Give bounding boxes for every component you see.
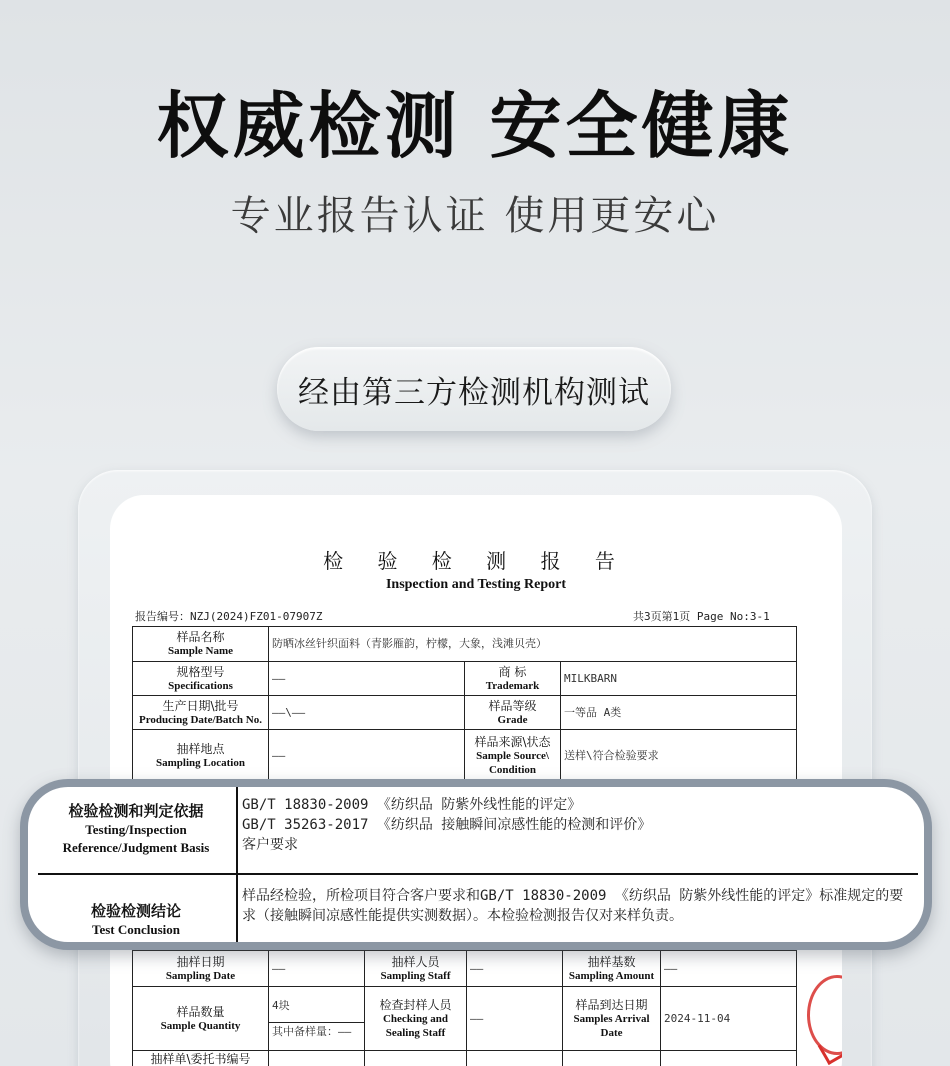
standard-line: GB/T 35263-2017 《纺织品 接触瞬间凉感性能的检测和评价》 <box>242 817 652 833</box>
label-cell: 抽样基数 Sampling Amount <box>563 951 661 987</box>
value-cell: 送样\符合检验要求 <box>561 730 797 782</box>
label-cell: 抽样人员 Sampling Staff <box>365 951 467 987</box>
table-row <box>133 627 797 662</box>
table-row <box>133 1051 797 1066</box>
label-cell: 抽样地点 Sampling Location <box>133 730 269 782</box>
third-party-badge <box>277 347 671 431</box>
badge-label: 经由第三方检测机构测试 <box>298 374 650 411</box>
value-cell <box>365 1051 467 1066</box>
value-cell: —— <box>467 987 563 1051</box>
page-number: 共3页第1页 Page No:3-1 <box>633 610 770 623</box>
label-cell: 抽样日期 Sampling Date <box>133 951 269 987</box>
value-cell: 防晒冰丝针织面料（青影雁韵，柠檬，大象，浅滩贝壳） <box>269 627 797 662</box>
label-cell: 样品到达日期 Samples Arrival Date <box>563 987 661 1051</box>
label-cell: 样品等级 Grade <box>465 696 561 730</box>
divider <box>38 873 918 875</box>
value-cell <box>269 987 365 1051</box>
subheadline: 专业报告认证 使用更安心 <box>230 193 720 239</box>
basis-standards <box>242 795 651 855</box>
value-cell: —— <box>269 662 465 696</box>
value-cell: 2024-11-04 <box>661 987 797 1051</box>
divider <box>236 787 238 942</box>
label-cell: 样品来源\状态 Sample Source\ Condition <box>465 730 561 782</box>
table-row <box>133 951 797 987</box>
label-cell: 规格型号 Specifications <box>133 662 269 696</box>
table-row <box>133 662 797 696</box>
value-cell: ——\—— <box>269 696 465 730</box>
basis-label: 检验检测和判定依据 Testing/Inspection Reference/Judgment Basis <box>62 802 210 855</box>
report-table-bottom <box>132 950 797 1066</box>
standard-line: GB/T 18830-2009 《纺织品 防紫外线性能的评定》 <box>242 797 582 813</box>
table-row <box>133 696 797 730</box>
table-row <box>133 730 797 782</box>
label-cell: 样品名称 Sample Name <box>133 627 269 662</box>
value-cell: —— <box>269 730 465 782</box>
label-cell: 商 标 Trademark <box>465 662 561 696</box>
report-number: 报告编号：NZJ(2024)FZ01-07907Z <box>135 610 323 623</box>
value-cell <box>269 1051 365 1066</box>
headline: 权威检测 安全健康 <box>156 84 794 168</box>
report-table-top <box>132 626 797 782</box>
conclusion-label: 检验检测结论 Test Conclusion <box>90 902 181 937</box>
label-cell: 生产日期\批号 Producing Date/Batch No. <box>133 696 269 730</box>
value-cell: MILKBARN <box>561 662 797 696</box>
table-row <box>133 987 797 1051</box>
conclusion-text: 样品经检验，所检项目符合客户要求和GB/T 18830-2009 《纺织品 防紫外线性能的评定》标准规定的要求（接触瞬间凉感性能提供实测数据）。本检验检测报告仅对来样负责。 <box>242 888 904 924</box>
standard-line: 客户要求 <box>242 837 298 853</box>
value-cell <box>661 1051 797 1066</box>
label-cell: 检查封样人员 Checking and Sealing Staff <box>365 987 467 1051</box>
report-title: 检 验 检 测 报 告 <box>323 549 629 573</box>
value-cell: 一等品 A类 <box>561 696 797 730</box>
value-cell: —— <box>269 951 365 987</box>
value-cell <box>467 1051 563 1066</box>
value-cell <box>563 1051 661 1066</box>
value-cell: —— <box>661 951 797 987</box>
value-cell: —— <box>467 951 563 987</box>
magnified-content <box>28 787 924 942</box>
label-cell: 样品数量 Sample Quantity <box>133 987 269 1051</box>
sample-quantity-value: 4块 <box>269 997 364 1023</box>
label-cell: 抽样单\委托书编号 <box>133 1051 269 1066</box>
magnified-section <box>20 779 932 950</box>
spare-quantity-value: 其中备样量：—— <box>272 1024 352 1038</box>
report-title-en: Inspection and Testing Report <box>385 577 567 592</box>
